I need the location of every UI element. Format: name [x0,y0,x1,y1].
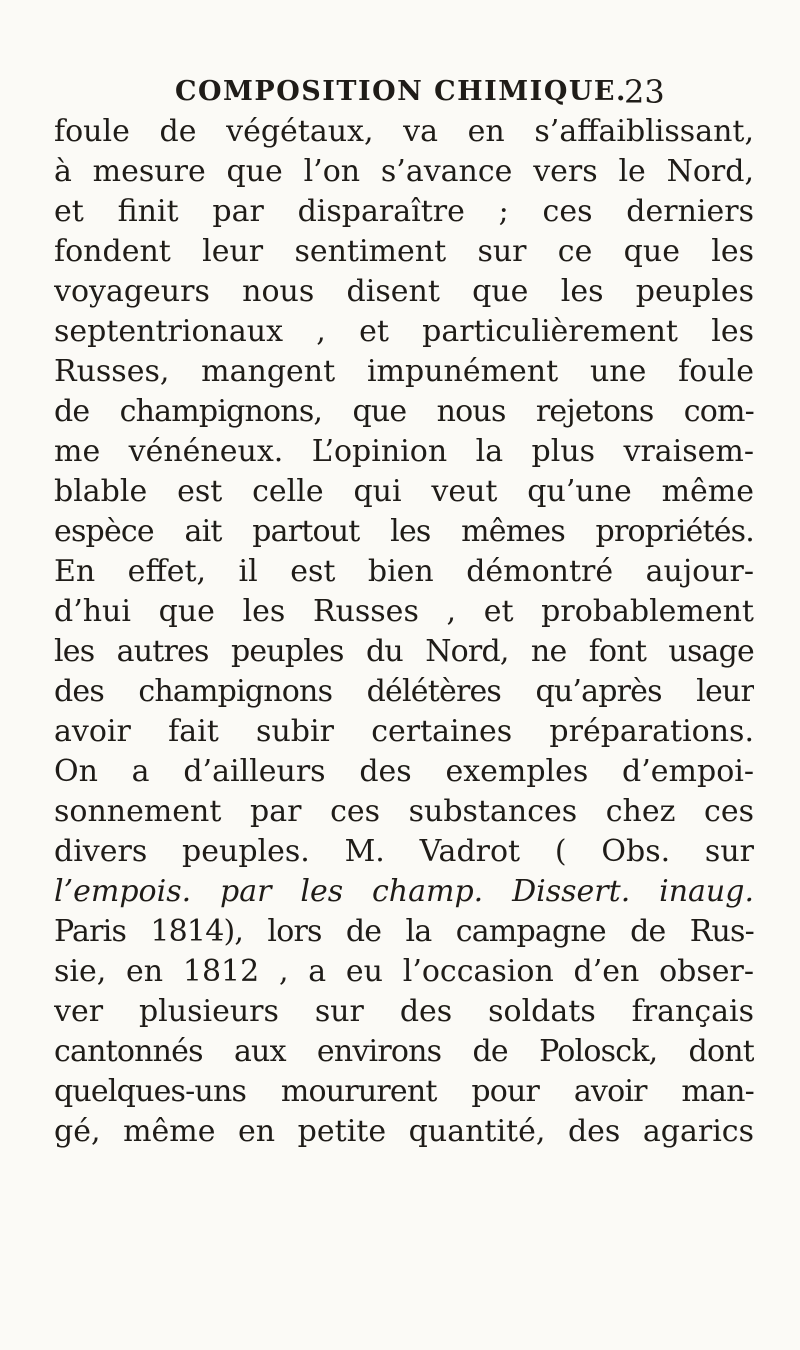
text-line: me vénéneux. L’opinion la plus vraisem- [54,434,754,469]
text-line: blable est celle qui veut qu’une même [54,474,754,509]
text-line: quelques-uns moururent pour avoir man- [54,1074,754,1109]
body-text [54,112,754,1152]
text-line: de champignons, que nous rejetons com- [54,394,754,429]
text-line: l’empois. par les champ. Dissert. inaug. [54,874,754,909]
text-line: d’hui que les Russes , et probablement [54,594,754,629]
text-line: En effet, il est bien démontré aujour- [54,554,754,589]
text-line: Paris 1814), lors de la campagne de Rus- [54,914,754,949]
text-line: cantonnés aux environs de Polosck, dont [54,1034,754,1069]
text-line: espèce ait partout les mêmes propriétés. [54,514,754,549]
text-line: sie, en 1812 , a eu l’occasion d’en obser- [54,954,754,989]
text-line: gé, même en petite quantité, des agarics [54,1114,754,1149]
text-line: foule de végétaux, va en s’affaiblissant, [54,114,754,149]
text-line: septentrionaux , et particulièrement les [54,314,754,349]
running-title: COMPOSITION CHIMIQUE. [175,76,627,107]
text-line: divers peuples. M. Vadrot ( Obs. sur [54,834,754,869]
text-line: à mesure que l’on s’avance vers le Nord, [54,154,754,189]
text-line: fondent leur sentiment sur ce que les [54,234,754,269]
text-line: et finit par disparaître ; ces derniers [54,194,754,229]
text-line: voyageurs nous disent que les peuples [54,274,754,309]
text-line: sonnement par ces substances chez ces [54,794,754,829]
page-number: 23 [624,73,665,111]
text-line: les autres peuples du Nord, ne font usage [54,634,754,669]
text-line: avoir fait subir certaines préparations. [54,714,754,749]
text-line: ver plusieurs sur des soldats français [54,994,754,1029]
text-line: On a d’ailleurs des exemples d’empoi- [54,754,754,789]
text-line: Russes, mangent impunément une foule [54,354,754,389]
text-line: des champignons délétères qu’après leur [54,674,754,709]
